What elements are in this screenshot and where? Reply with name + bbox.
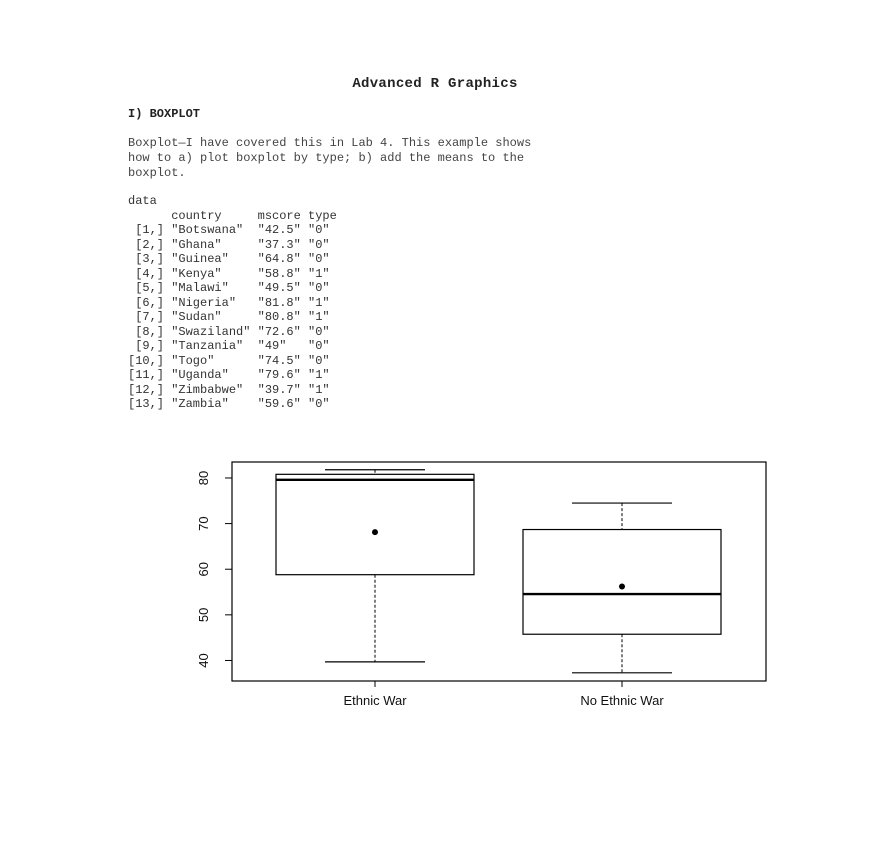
data-label: data: [128, 194, 157, 208]
table-row: [11,] "Uganda" "79.6" "1": [128, 368, 330, 382]
table-row: [2,] "Ghana" "37.3" "0": [128, 237, 330, 252]
y-tick-label: 70: [196, 516, 211, 531]
table-row: [6,] "Nigeria" "81.8" "1": [128, 295, 330, 310]
table-row: [3,] "Guinea" "64.8" "0": [128, 252, 330, 266]
document-title: Advanced R Graphics: [352, 76, 518, 92]
intro-line: how to a) plot boxplot by type; b) add the means to the: [128, 151, 525, 165]
section-heading: I) BOXPLOT: [128, 107, 201, 121]
table-row: [7,] "Sudan" "80.8" "1": [128, 310, 330, 324]
box: [276, 474, 474, 574]
y-tick-label: 50: [196, 607, 211, 623]
mean-point: [619, 583, 625, 589]
intro-line: boxplot.: [128, 166, 186, 180]
box: [523, 530, 721, 635]
table-row: [1,] "Botswana" "42.5" "0": [128, 223, 330, 237]
x-tick-label: Ethnic War: [343, 693, 407, 708]
table-row: [12,] "Zimbabwe" "39.7" "1": [128, 382, 330, 397]
table-row: [10,] "Togo" "74.5" "0": [128, 353, 330, 368]
y-tick-label: 60: [196, 561, 211, 577]
table-row: [4,] "Kenya" "58.8" "1": [128, 266, 330, 281]
table-row: [5,] "Malawi" "49.5" "0": [128, 281, 330, 295]
intro-line: Boxplot—I have covered this in Lab 4. This example shows: [128, 136, 532, 150]
table-row: [9,] "Tanzania" "49" "0": [128, 339, 330, 353]
table-row: [13,] "Zambia" "59.6" "0": [128, 397, 330, 411]
y-tick-label: 80: [196, 470, 211, 486]
table-header: country mscore type: [128, 208, 337, 223]
y-tick-label: 40: [196, 653, 211, 668]
x-tick-label: No Ethnic War: [580, 693, 664, 708]
table-row: [8,] "Swaziland" "72.6" "0": [128, 324, 330, 339]
mean-point: [372, 529, 378, 535]
